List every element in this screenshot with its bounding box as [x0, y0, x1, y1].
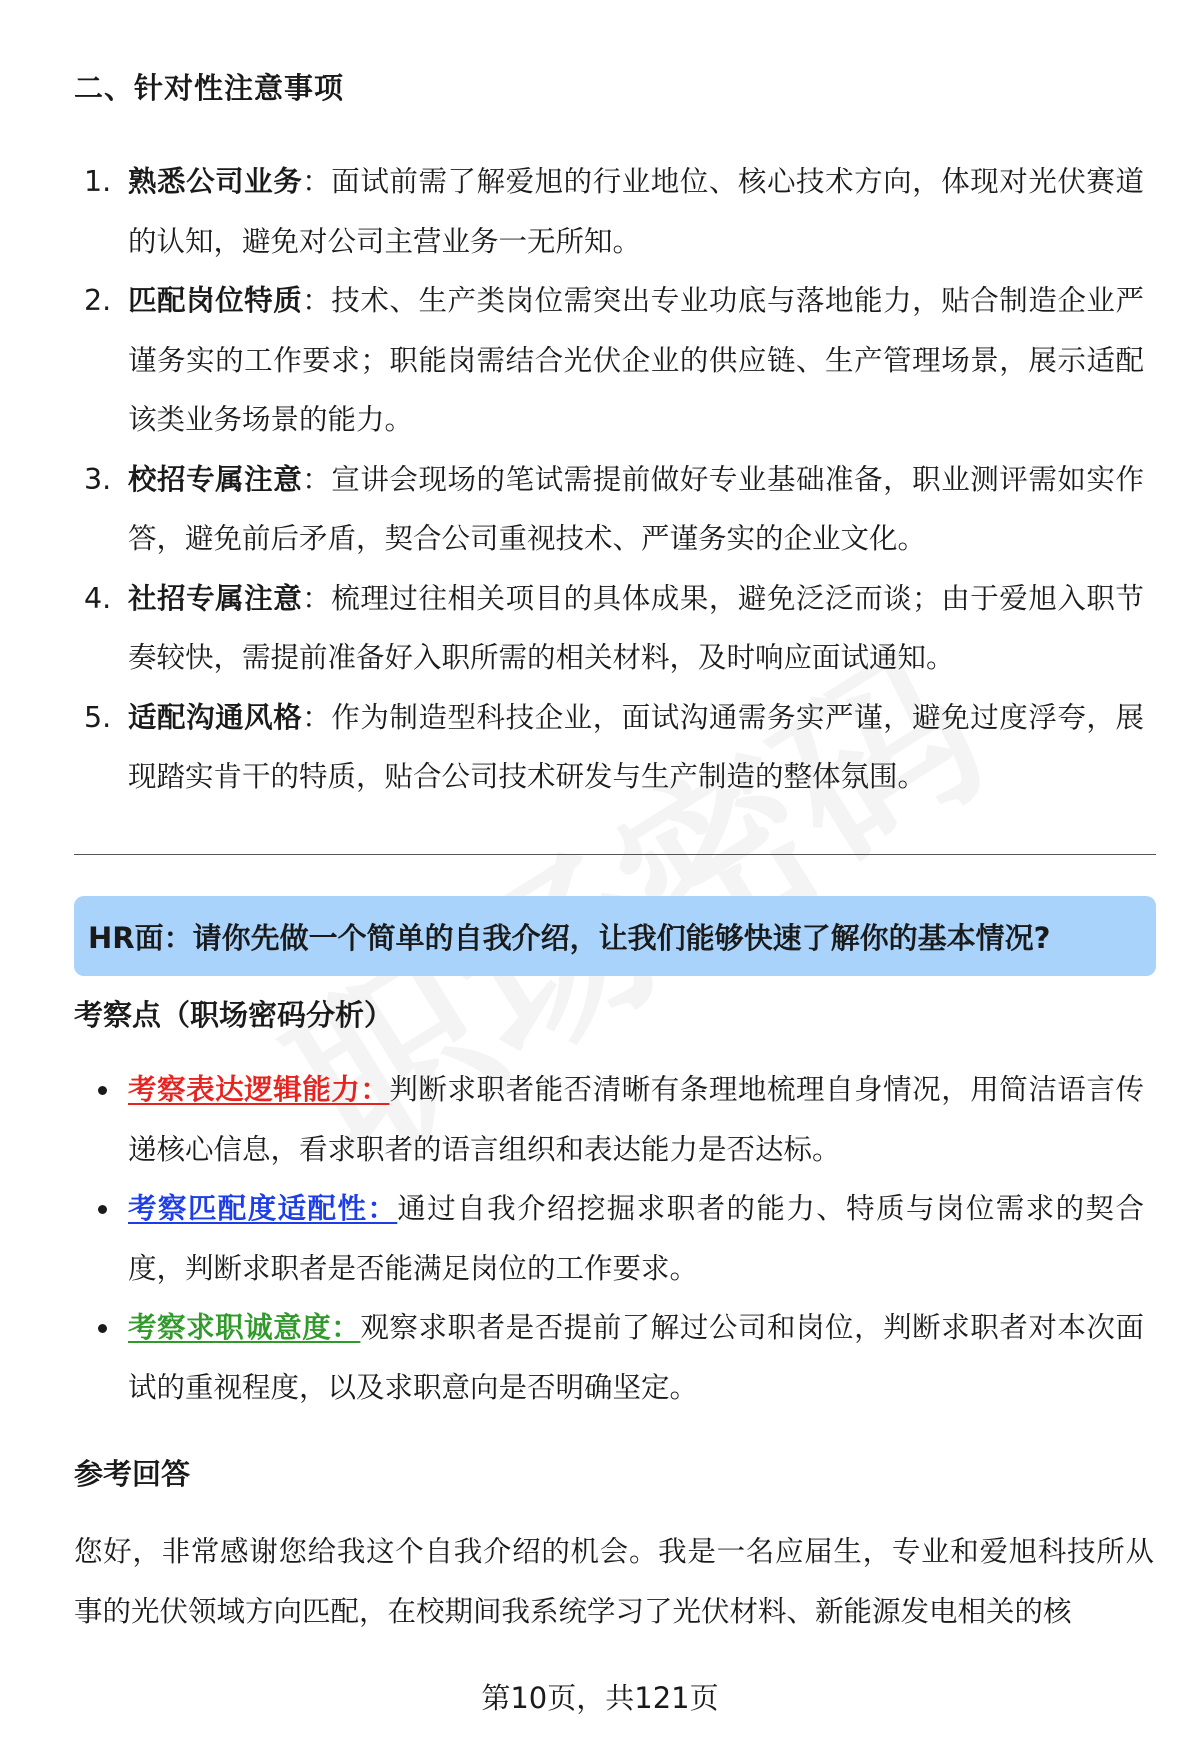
hr-question-text: HR面：请你先做一个简单的自我介绍，让我们能够快速了解你的基本情况? [88, 920, 1051, 955]
point-text: 通过自我介绍挖掘求职者的能力、特质与岗位需求的契合度，判断求职者是否能满足岗位的工作要求。 [128, 1192, 1144, 1285]
section-title: 二、针对性注意事项 [74, 71, 345, 105]
point-text: 判断求职者能否清晰有条理地梳理自身情况，用简洁语言传递核心信息，看求职者的语言组织和表达能力是否达标。 [128, 1073, 1144, 1166]
bullet-icon [98, 1205, 107, 1214]
page-number: 第10页，共121页 [481, 1681, 719, 1715]
item-heading: 校招专属注意 [128, 462, 303, 496]
item-number: 3. [84, 462, 112, 496]
point-key: 考察匹配度适配性： [128, 1192, 398, 1225]
hr-question-box [74, 896, 1156, 976]
analysis-list [74, 1060, 1144, 1417]
point-key: 考察表达逻辑能力： [128, 1073, 390, 1106]
item-heading: 社招专属注意 [128, 581, 303, 615]
reference-title: 参考回答 [74, 1457, 191, 1491]
item-text: ：宣讲会现场的笔试需提前做好专业基础准备，职业测评需如实作答，避免前后矛盾，契合公司重视技术、严谨务实的企业文化。 [128, 462, 1144, 555]
list-item [74, 152, 1144, 271]
point-key: 考察求职诚意度： [128, 1311, 361, 1344]
list-item [74, 1298, 1144, 1417]
bullet-icon [98, 1086, 107, 1095]
item-text: ：梳理过往相关项目的具体成果，避免泛泛而谈；由于爱旭入职节奏较快，需提前准备好入职所需的相关材料，及时响应面试通知。 [128, 581, 1144, 674]
section-divider [74, 854, 1156, 855]
item-number: 1. [84, 165, 112, 198]
point-text: 观察求职者是否提前了解过公司和岗位，判断求职者对本次面试的重视程度，以及求职意向是否明确坚定。 [128, 1311, 1144, 1404]
list-item [74, 450, 1144, 569]
item-number: 2. [84, 284, 112, 317]
item-text: ：面试前需了解爱旭的行业地位、核心技术方向，体现对光伏赛道的认知，避免对公司主营业务一无所知。 [128, 165, 1144, 258]
bullet-icon [98, 1324, 107, 1333]
item-number: 5. [84, 700, 112, 734]
item-text: ：作为制造型科技企业，面试沟通需务实严谨，避免过度浮夸，展现踏实肯干的特质，贴合公司技术研发与生产制造的整体氛围。 [128, 700, 1144, 793]
list-item [74, 688, 1144, 807]
list-item [74, 1179, 1144, 1298]
list-item [74, 1060, 1144, 1179]
item-number: 4. [84, 581, 112, 615]
analysis-title: 考察点（职场密码分析） [74, 998, 394, 1032]
item-heading: 适配沟通风格 [128, 700, 303, 734]
attention-list [74, 152, 1144, 807]
list-item [74, 271, 1144, 450]
item-heading: 匹配岗位特质 [128, 284, 303, 317]
item-text: ：技术、生产类岗位需突出专业功底与落地能力，贴合制造企业严谨务实的工作要求；职能岗需结合光伏企业的供应链、生产管理场景，展示适配该类业务场景的能力。 [128, 284, 1144, 436]
item-heading: 熟悉公司业务 [128, 165, 303, 198]
reference-answer: 您好，非常感谢您给我这个自我介绍的机会。我是一名应届生，专业和爱旭科技所从事的光伏领域方向匹配，在校期间我系统学习了光伏材料、新能源发电相关的核 [74, 1535, 1154, 1628]
list-item [74, 569, 1144, 688]
